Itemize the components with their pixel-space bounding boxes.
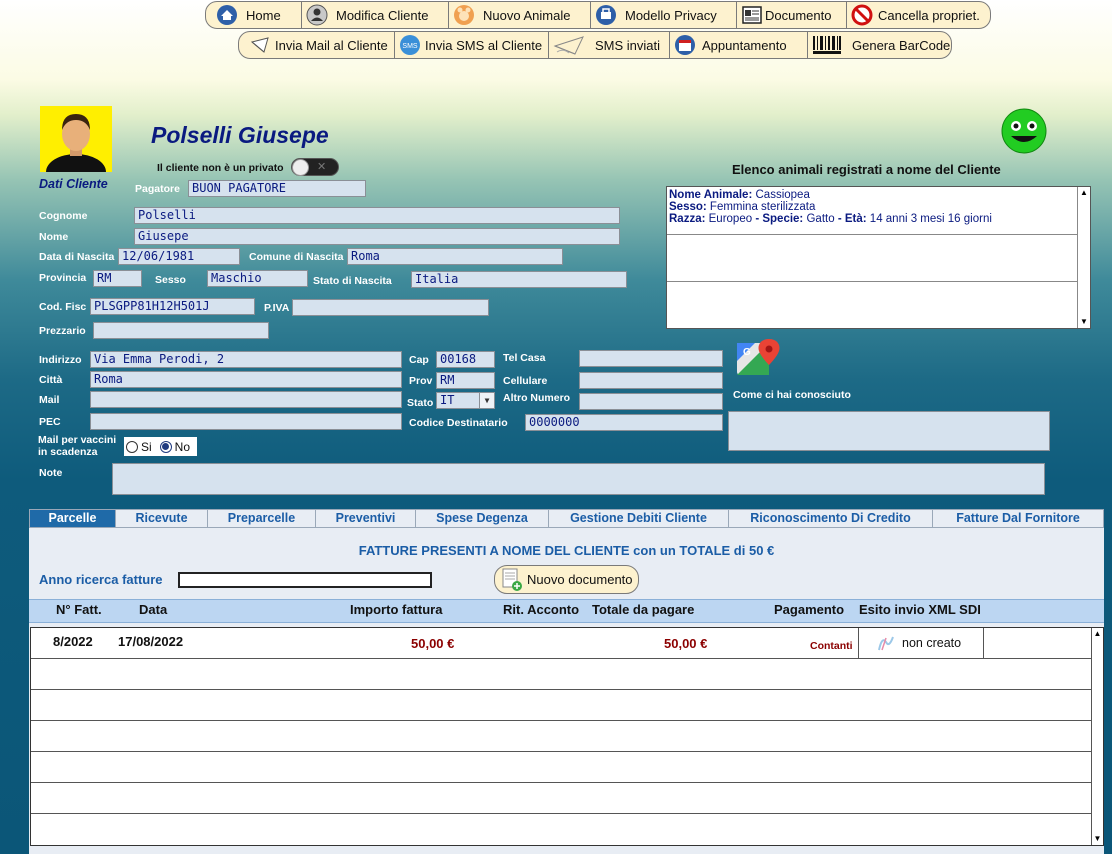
toggle-off-icon: ✕ (317, 161, 327, 173)
col-pagamento: Pagamento (774, 602, 845, 617)
radio-no-dot (162, 443, 169, 450)
invoice-summary: FATTURE PRESENTI A NOME DEL CLIENTE con un TOTALE di 50 € (358, 543, 775, 558)
nome-field[interactable]: Giusepe (134, 228, 620, 245)
data-nascita-label: Data di Nascita (39, 251, 115, 263)
anno-ricerca-label: Anno ricerca fatture (39, 572, 163, 587)
pet-icon (453, 4, 475, 26)
animal-entry-empty[interactable] (667, 235, 1078, 282)
mail-vaccini-label-line1: Mail per vaccini (38, 434, 117, 446)
tab-preventivi[interactable]: Preventivi (315, 509, 416, 528)
table-row[interactable] (31, 814, 1091, 845)
note-field[interactable] (112, 463, 1045, 495)
comune-nascita-label: Comune di Nascita (249, 251, 344, 263)
delete-icon (851, 4, 873, 26)
pec-field[interactable] (90, 413, 402, 430)
stato-label: Stato (407, 397, 434, 409)
cap-label: Cap (409, 354, 429, 366)
col-totale: Totale da pagare (592, 602, 695, 617)
pec-label: PEC (39, 416, 61, 428)
google-maps-icon[interactable] (737, 339, 781, 377)
client-avatar[interactable] (40, 106, 112, 172)
note-label: Note (39, 467, 63, 479)
nuovo-animale-button[interactable] (448, 1, 591, 29)
cell-importo: 50,00 € (411, 636, 455, 651)
cell-totale: 50,00 € (664, 636, 708, 651)
citta-label: Città (39, 374, 63, 386)
documento-button[interactable] (736, 1, 847, 29)
come-ci-hai-conosciuto-field[interactable] (728, 411, 1050, 451)
tab-fatture-fornitore[interactable]: Fatture Dal Fornitore (932, 509, 1104, 528)
comune-nascita-field[interactable]: Roma (347, 248, 563, 265)
documento-label: Documento (765, 7, 832, 23)
sms-icon (399, 34, 421, 56)
privato-label: Il cliente non è un privato (157, 162, 284, 174)
altro-numero-field[interactable] (579, 393, 723, 410)
tab-ricevute[interactable]: Ricevute (115, 509, 208, 528)
chevron-down-icon[interactable]: ▼ (479, 393, 494, 408)
animal-separator: - (752, 213, 763, 225)
mail-vaccini-radio-group (124, 437, 197, 456)
altro-numero-label: Altro Numero (503, 392, 571, 404)
home-icon (216, 4, 238, 26)
nuovo-documento-label: Nuovo documento (527, 572, 633, 587)
document-icon (741, 4, 763, 26)
indirizzo-field[interactable]: Via Emma Perodi, 2 (90, 351, 402, 368)
home-button[interactable] (205, 1, 302, 29)
client-name-title: Polselli Giusepe (151, 122, 329, 148)
sesso-field[interactable]: Maschio (207, 270, 308, 287)
come-ci-hai-conosciuto-label: Come ci hai conosciuto (733, 389, 851, 401)
new-document-icon (501, 568, 523, 592)
tab-riconoscimento-credito[interactable]: Riconoscimento Di Credito (728, 509, 933, 528)
smiley-icon[interactable] (1001, 108, 1047, 154)
animal-age: 14 anni 3 mesi 16 giorni (869, 213, 992, 225)
col-esito-sdi: Esito invio XML SDI (859, 602, 981, 617)
invia-sms-label: Invia SMS al Cliente (425, 37, 543, 53)
mail-icon (249, 34, 271, 56)
indirizzo-label: Indirizzo (39, 354, 82, 366)
col-rit-acconto: Rit. Acconto (503, 602, 580, 617)
piva-field[interactable] (292, 299, 489, 316)
appuntamento-button[interactable] (669, 31, 808, 59)
calendar-icon (674, 34, 696, 56)
modello-privacy-button[interactable] (590, 1, 737, 29)
prezzario-field[interactable] (93, 322, 269, 339)
table-row[interactable] (31, 783, 1091, 814)
data-nascita-field[interactable]: 12/06/1981 (118, 248, 240, 265)
prov-label: Prov (409, 375, 433, 387)
animals-scrollbar[interactable] (1077, 187, 1090, 328)
genera-barcode-label: Genera BarCode (852, 37, 951, 53)
col-data: Data (139, 602, 168, 617)
col-importo: Importo fattura (350, 602, 443, 617)
stato-select[interactable] (436, 392, 495, 409)
codice-destinatario-field[interactable]: 0000000 (525, 414, 723, 431)
barcode-icon (812, 34, 842, 56)
stato-value: IT (440, 393, 455, 407)
anno-ricerca-field[interactable] (178, 572, 432, 588)
tel-casa-label: Tel Casa (503, 352, 546, 364)
tel-casa-field[interactable] (579, 350, 723, 367)
prov-field[interactable]: RM (436, 372, 495, 389)
tab-spese-degenza[interactable]: Spese Degenza (415, 509, 549, 528)
invia-mail-button[interactable] (238, 31, 395, 59)
animal-sex-label: Sesso: (669, 201, 707, 213)
scroll-up-icon[interactable]: ▲ (1080, 188, 1088, 197)
cellulare-field[interactable] (579, 372, 723, 389)
animal-name-label: Nome Animale: (669, 189, 753, 201)
cell-num: 8/2022 (53, 634, 93, 649)
animal-breed-label: Razza: (669, 213, 706, 225)
animals-header: Elenco animali registrati a nome del Cliente (732, 162, 1001, 177)
modello-privacy-label: Modello Privacy (625, 7, 717, 23)
privato-toggle[interactable] (291, 158, 339, 176)
provincia-label: Provincia (39, 272, 87, 284)
svg-text:G: G (743, 347, 751, 358)
appuntamento-label: Appuntamento (702, 37, 787, 53)
nuovo-documento-button[interactable] (494, 565, 639, 594)
cap-field[interactable]: 00168 (436, 351, 495, 368)
cancella-proprietario-button[interactable] (846, 1, 991, 29)
sesso-label: Sesso (155, 274, 186, 286)
privacy-icon (595, 4, 617, 26)
table-row[interactable] (31, 721, 1091, 752)
dati-cliente-label: Dati Cliente (39, 177, 108, 191)
nuovo-animale-label: Nuovo Animale (483, 7, 571, 23)
piva-label: P.IVA (264, 302, 290, 314)
edit-client-icon (306, 4, 328, 26)
sent-sms-icon (553, 34, 587, 56)
animal-name: Cassiopea (755, 189, 810, 201)
citta-field[interactable]: Roma (90, 371, 402, 388)
table-row[interactable] (31, 659, 1091, 690)
pagatore-field[interactable]: BUON PAGATORE (188, 180, 366, 197)
toolbar-row-2 (238, 31, 952, 59)
radio-si[interactable] (126, 441, 138, 453)
sms-inviati-button[interactable] (548, 31, 670, 59)
mail-field[interactable] (90, 391, 402, 408)
animal-separator: - (834, 213, 845, 225)
genera-barcode-button[interactable] (807, 31, 952, 59)
cell-esito[interactable] (858, 628, 984, 658)
toolbar-row-1 (205, 1, 991, 29)
prezzario-label: Prezzario (39, 325, 86, 337)
stato-nascita-field[interactable]: Italia (411, 271, 627, 288)
tab-parcelle[interactable]: Parcelle (29, 509, 116, 528)
mail-vaccini-label (38, 434, 116, 458)
cell-pagamento: Contanti (810, 640, 853, 652)
scroll-up-icon[interactable]: ▲ (1093, 629, 1102, 638)
toggle-knob (292, 159, 309, 176)
xml-status-icon (876, 634, 896, 652)
radio-no[interactable] (160, 441, 172, 453)
modifica-cliente-label: Modifica Cliente (336, 7, 429, 23)
stato-nascita-label: Stato di Nascita (313, 275, 392, 287)
cognome-field[interactable]: Polselli (134, 207, 620, 224)
home-label: Home (246, 7, 281, 23)
invia-sms-button[interactable] (394, 31, 549, 59)
tab-gestione-debiti[interactable]: Gestione Debiti Cliente (548, 509, 729, 528)
invoice-scrollbar[interactable] (1091, 628, 1103, 845)
modifica-cliente-button[interactable] (301, 1, 449, 29)
codfisc-label: Cod. Fisc (39, 301, 87, 313)
table-row[interactable] (31, 690, 1091, 721)
sms-inviati-label: SMS inviati (595, 37, 661, 53)
radio-no-label: No (174, 439, 191, 454)
svg-text:SMS: SMS (402, 43, 418, 50)
nome-label: Nome (39, 231, 69, 243)
table-row[interactable] (31, 752, 1091, 783)
animal-breed: Europeo (708, 213, 753, 225)
scroll-down-icon[interactable]: ▼ (1093, 834, 1102, 843)
animal-age-label: Età: (844, 213, 867, 225)
codice-destinatario-label: Codice Destinatario (409, 417, 508, 429)
esito-value: non creato (902, 636, 962, 650)
pagatore-label: Pagatore (135, 183, 180, 195)
animal-species-label: Specie: (762, 213, 804, 225)
invia-mail-label: Invia Mail al Cliente (275, 37, 388, 53)
cell-data: 17/08/2022 (118, 634, 184, 649)
animal-entry[interactable] (667, 187, 1078, 235)
provincia-field[interactable]: RM (93, 270, 142, 287)
scroll-down-icon[interactable]: ▼ (1080, 317, 1088, 326)
animal-sex: Femmina sterilizzata (709, 201, 816, 213)
cognome-label: Cognome (39, 210, 88, 222)
radio-si-label: Si (141, 439, 152, 454)
table-row[interactable] (31, 628, 1091, 659)
mail-label: Mail (39, 394, 60, 406)
animals-list[interactable] (666, 186, 1091, 329)
animal-species: Gatto (806, 213, 835, 225)
cellulare-label: Cellulare (503, 375, 548, 387)
mail-vaccini-label-line2: in scadenza (38, 446, 98, 458)
codfisc-field[interactable]: PLSGPP81H12H501J (90, 298, 255, 315)
col-num-fatt: N° Fatt. (56, 602, 102, 617)
tab-preparcelle[interactable]: Preparcelle (207, 509, 316, 528)
cancella-proprietario-label: Cancella propriet. (878, 7, 980, 23)
